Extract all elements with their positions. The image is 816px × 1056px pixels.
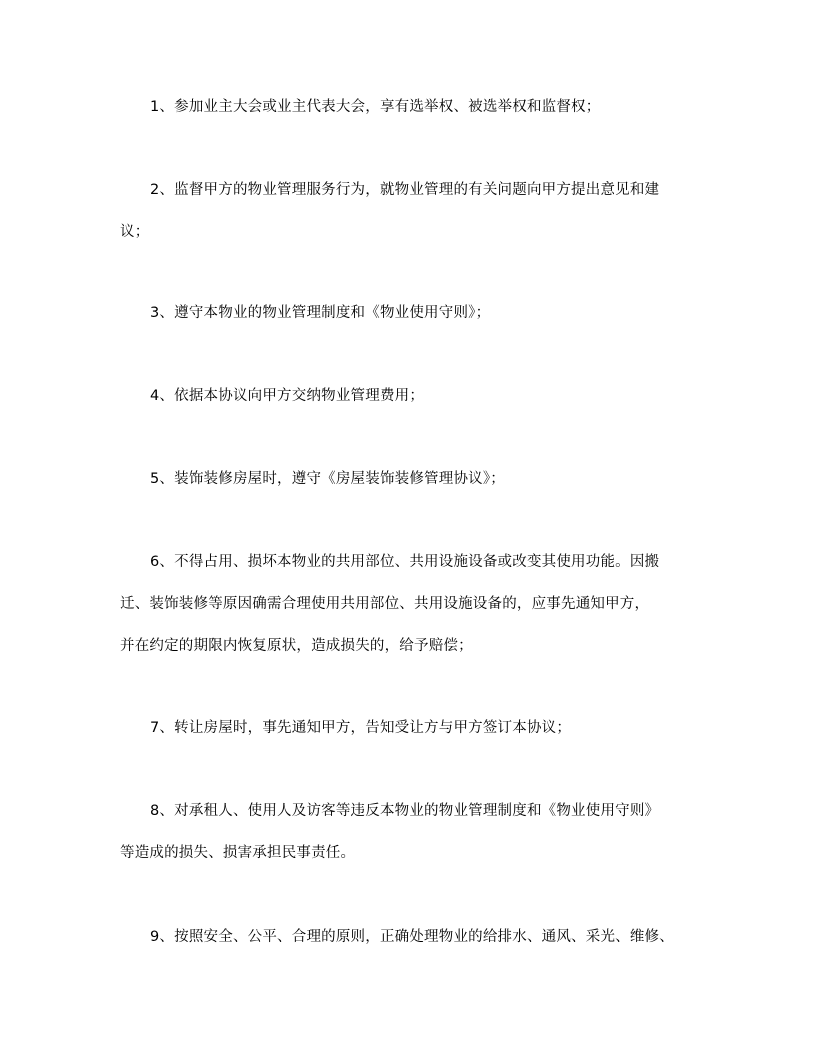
- clause-3-line-1: [150, 303, 730, 323]
- clause-2-number: 2、: [150, 182, 175, 198]
- clause-1-number: 1、: [150, 99, 175, 115]
- clause-6-line-3: 并在约定的期限内恢复原状，造成损失的，给予赔偿；: [120, 638, 473, 654]
- clause-3-number: 3、: [150, 305, 175, 321]
- clause-6-line-2: 迁、装饰装修等原因确需合理使用共用部位、共用设施设备的，应事先通知甲方，: [120, 596, 650, 612]
- clause-5-number: 5、: [150, 471, 175, 487]
- clause-9-line-1: [150, 927, 730, 947]
- clause-5-text: 装饰装修房屋时，遵守《房屋装饰装修管理协议》；: [174, 471, 505, 487]
- clause-2-text: 监督甲方的物业管理服务行为，就物业管理的有关问题向甲方提出意见和建: [174, 182, 660, 198]
- clause-3-text: 遵守本物业的物业管理制度和《物业使用守则》；: [174, 305, 491, 321]
- clause-6-number: 6、: [150, 554, 175, 570]
- clause-7-line-1: [150, 718, 730, 738]
- clause-2-line-2: 议；: [120, 224, 150, 240]
- clause-4-line-1: [150, 386, 730, 406]
- clause-1-text: 参加业主大会或业主代表大会，享有选举权、被选举权和监督权；: [174, 99, 601, 115]
- clause-4-number: 4、: [150, 388, 175, 404]
- clause-8-text: 对承租人、使用人及访客等违反本物业的物业管理制度和《物业使用守则》: [174, 803, 660, 819]
- clause-8-number: 8、: [150, 803, 175, 819]
- clause-8-line-1: [150, 801, 730, 821]
- clause-7-number: 7、: [150, 720, 175, 736]
- clause-5-line-1: [150, 469, 730, 489]
- clause-1-line-1: [150, 97, 730, 117]
- clause-8-line-2: 等造成的损失、损害承担民事责任。: [120, 845, 356, 861]
- clause-6-line-1: [150, 552, 730, 572]
- clause-9-number: 9、: [150, 929, 175, 945]
- clause-6-text: 不得占用、损坏本物业的共用部位、共用设施设备或改变其使用功能。因搬: [174, 554, 660, 570]
- clause-9-text: 按照安全、公平、合理的原则，正确处理物业的给排水、通风、采光、维修、: [174, 929, 674, 945]
- clause-7-text: 转让房屋时，事先通知甲方，告知受让方与甲方签订本协议；: [174, 720, 572, 736]
- clause-2-line-1: [150, 180, 730, 200]
- clause-4-text: 依据本协议向甲方交纳物业管理费用；: [174, 388, 425, 404]
